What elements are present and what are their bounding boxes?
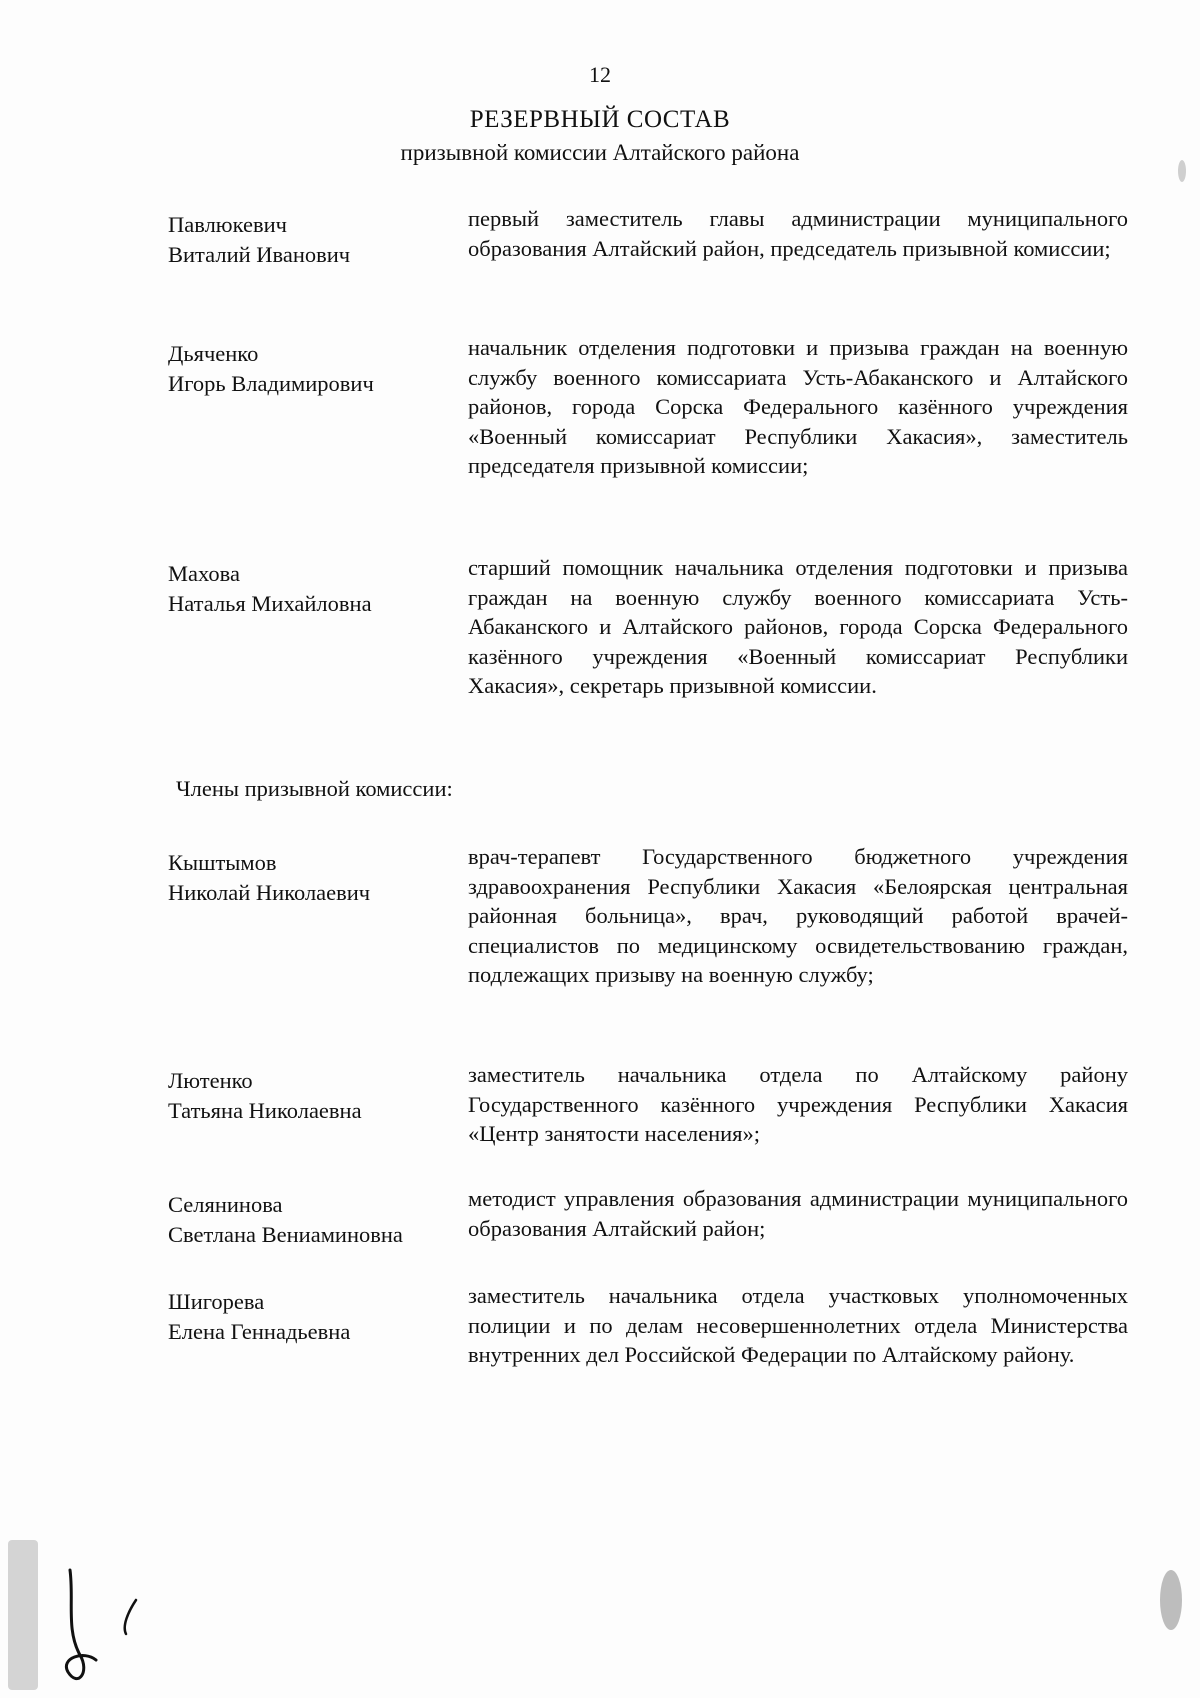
person-surname: Дьяченко bbox=[168, 341, 259, 366]
person-given-names: Игорь Владимирович bbox=[168, 370, 374, 396]
person-surname: Лютенко bbox=[168, 1068, 253, 1093]
person-role: заместитель начальника отдела участковых уполномоченных полиции и по делам несовершеннолетних отдела Министерства внутренних дел Российской Федерации по Алтайскому району. bbox=[468, 1283, 1128, 1367]
commission-entry-secretary bbox=[168, 553, 1128, 701]
signature-mark bbox=[40, 1560, 160, 1690]
page-number: 12 bbox=[589, 62, 611, 87]
person-surname: Махова bbox=[168, 561, 240, 586]
person-name bbox=[168, 842, 468, 990]
document-title: РЕЗЕРВНЫЙ СОСТАВ bbox=[469, 106, 731, 133]
scan-speck bbox=[1160, 1570, 1182, 1630]
person-role: заместитель начальника отдела по Алтайскому району Государственного казённого учреждения Республики Хакасия «Центр занятости населения»; bbox=[468, 1062, 1128, 1146]
commission-entry-chairman bbox=[168, 204, 1128, 269]
commission-member-entry bbox=[168, 1060, 1128, 1149]
commission-member-entry bbox=[168, 1281, 1128, 1370]
person-surname: Селянинова bbox=[168, 1192, 283, 1217]
commission-member-entry bbox=[168, 1184, 1128, 1249]
person-name bbox=[168, 1184, 468, 1249]
commission-member-entry bbox=[168, 842, 1128, 990]
document-subtitle: призывной комиссии Алтайского района bbox=[400, 140, 800, 165]
person-role: начальник отделения подготовки и призыва граждан на военную службу военного комиссариата Усть-Абаканского и Алтайского районов, города Сорска Федерального казённого учреждения «Военный комиссариат Республики Хакасия», заместитель председателя призывной комиссии; bbox=[468, 335, 1128, 478]
members-section-label: Члены призывной комиссии: bbox=[176, 776, 453, 801]
commission-entry-deputy-chairman bbox=[168, 333, 1128, 481]
scan-speck bbox=[8, 1540, 38, 1690]
person-given-names: Татьяна Николаевна bbox=[168, 1097, 362, 1123]
person-given-names: Светлана Вениаминовна bbox=[168, 1221, 403, 1247]
person-given-names: Наталья Михайловна bbox=[168, 590, 372, 616]
person-surname: Шигорева bbox=[168, 1289, 265, 1314]
person-name bbox=[168, 1060, 468, 1149]
scan-speck bbox=[1178, 160, 1186, 182]
person-role: врач-терапевт Государственного бюджетного учреждения здравоохранения Республики Хакасия «Белоярская центральная районная больница», врач, руководящий работой врачей-специалистов по медицинскому освидетельствованию граждан, подлежащих призыву на военную службу; bbox=[468, 844, 1128, 987]
person-given-names: Елена Геннадьевна bbox=[168, 1318, 351, 1344]
person-name bbox=[168, 553, 468, 701]
person-name bbox=[168, 333, 468, 481]
person-given-names: Виталий Иванович bbox=[168, 241, 351, 267]
person-name bbox=[168, 204, 468, 269]
person-given-names: Николай Николаевич bbox=[168, 879, 371, 905]
person-role: старший помощник начальника отделения подготовки и призыва граждан на военную службу военного комиссариата Усть-Абаканского и Алтайского районов, города Сорска Федерального казённого учреждения «Военный комиссариат Республики Хакасия», секретарь призывной комиссии. bbox=[468, 555, 1128, 698]
person-role: методист управления образования администрации муниципального образования Алтайский район; bbox=[468, 1186, 1128, 1241]
person-surname: Павлюкевич bbox=[168, 212, 287, 237]
person-name bbox=[168, 1281, 468, 1370]
person-surname: Кыштымов bbox=[168, 850, 277, 875]
person-role: первый заместитель главы администрации муниципального образования Алтайский район, председатель призывной комиссии; bbox=[468, 206, 1128, 261]
